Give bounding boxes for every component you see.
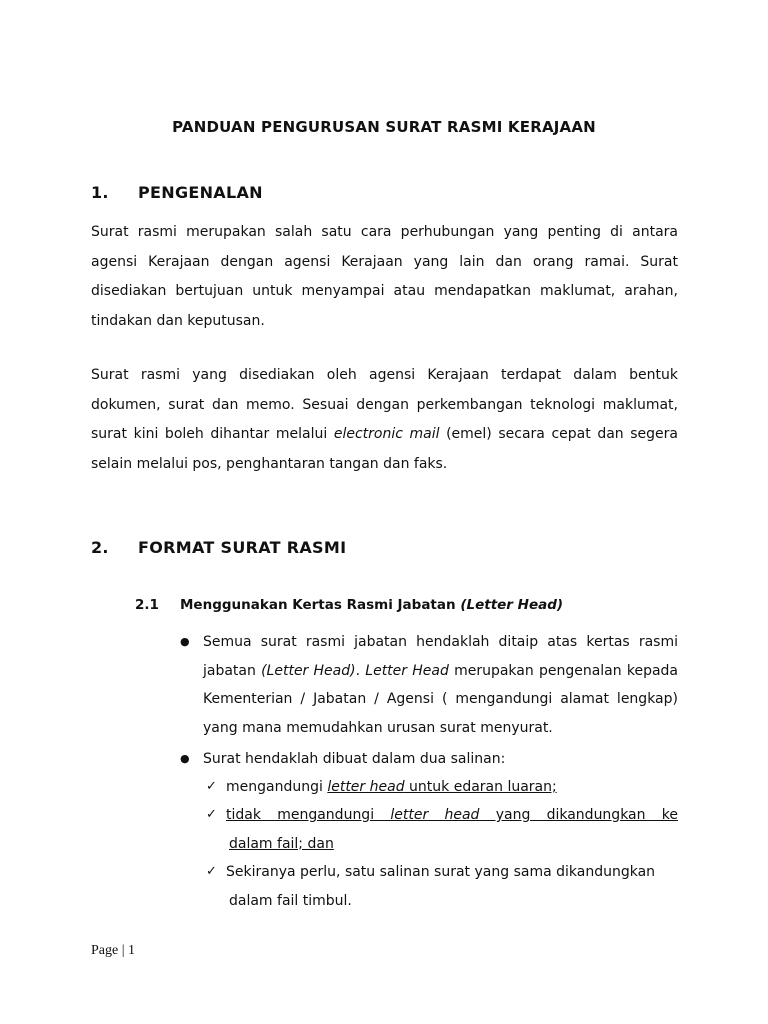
subsection-2-1-title-italic: (Letter Head) (460, 597, 564, 613)
subsection-2-1-number: 2.1 (135, 597, 159, 613)
bullet-1-text-b: . (355, 662, 366, 679)
bullet-item-2-text: Surat hendaklah dibuat dalam dua salinan: (203, 751, 506, 767)
bullet-dot-icon: ● (180, 752, 190, 765)
check-item-2 (206, 801, 678, 858)
section-2-title: FORMAT SURAT RASMI (138, 538, 347, 557)
para-2-text-b: (emel) secara cepat dan segera selain melalui pos, penghantaran tangan dan faks. (91, 426, 678, 472)
section-1-paragraph-1: Surat rasmi merupakan salah satu cara perhubungan yang penting di antara agensi Kerajaan dengan agensi Kerajaan yang lain dan orang ramai. Surat disediakan bertujuan untuk menyampai atau mendapatkan maklumat, arahan, tindakan dan keputusan. (91, 224, 678, 329)
check-item-2-line-1 (226, 801, 678, 830)
section-2-number: 2. (91, 538, 109, 557)
page-number-footer: Page | 1 (91, 943, 136, 958)
section-1-number: 1. (91, 183, 109, 202)
bullet-1-italic-1: (Letter Head) (261, 662, 356, 679)
check-2-underlined-line-2: dalam fail; dan (229, 835, 334, 852)
check-item-1 (206, 773, 678, 802)
check-1-underlined-italic: letter head (327, 779, 405, 795)
bullet-item-1-text (203, 628, 678, 742)
check-item-3 (206, 858, 678, 915)
para-2-italic-term: electronic mail (333, 426, 440, 442)
bullet-1-italic-2: Letter Head (365, 662, 449, 679)
section-1-heading (91, 183, 263, 202)
check-1-underlined-rest: untuk edaran luaran; (404, 779, 557, 795)
subsection-2-1-heading (135, 597, 563, 613)
check-item-2-line-2 (229, 830, 678, 859)
bullet-item-2 (180, 745, 678, 774)
bullet-item-1 (180, 628, 678, 742)
check-2-underlined-b: yang dikandungkan ke (479, 807, 678, 823)
section-2-heading (91, 538, 346, 557)
bullet-1-text-c: merupakan pengenalan kepada Kementerian / Jabatan / Agensi ( mengandungi alamat lengkap) yang mana memudahkan urusan surat menyurat. (203, 662, 678, 736)
section-1-paragraph-2 (91, 361, 678, 479)
check-2-underlined-italic: letter head (390, 807, 480, 823)
check-mark-icon: ✓ (206, 779, 217, 794)
bullet-dot-icon: ● (180, 635, 190, 648)
section-1-title: PENGENALAN (138, 183, 263, 202)
para-2-text-a: Surat rasmi yang disediakan oleh agensi Kerajaan terdapat dalam bentuk dokumen, surat dan memo. Sesuai dengan perkembangan teknologi maklumat, surat kini boleh dihantar melalui (91, 367, 678, 442)
check-item-3-line-1: Sekiranya perlu, satu salinan surat yang sama dikandungkan (226, 864, 656, 880)
check-2-underlined-a: tidak mengandungi (226, 807, 391, 823)
check-item-1-text (226, 773, 678, 802)
check-mark-icon: ✓ (206, 807, 217, 822)
document-title: PANDUAN PENGURUSAN SURAT RASMI KERAJAAN (172, 118, 596, 136)
check-item-3-line-2: dalam fail timbul. (229, 892, 352, 909)
subsection-2-1-title: Menggunakan Kertas Rasmi Jabatan (180, 597, 461, 613)
check-1-plain: mengandungi (226, 779, 328, 795)
bullet-1-text-a: Semua surat rasmi jabatan hendaklah ditaip atas kertas rasmi jabatan (203, 634, 678, 679)
check-mark-icon: ✓ (206, 864, 217, 879)
